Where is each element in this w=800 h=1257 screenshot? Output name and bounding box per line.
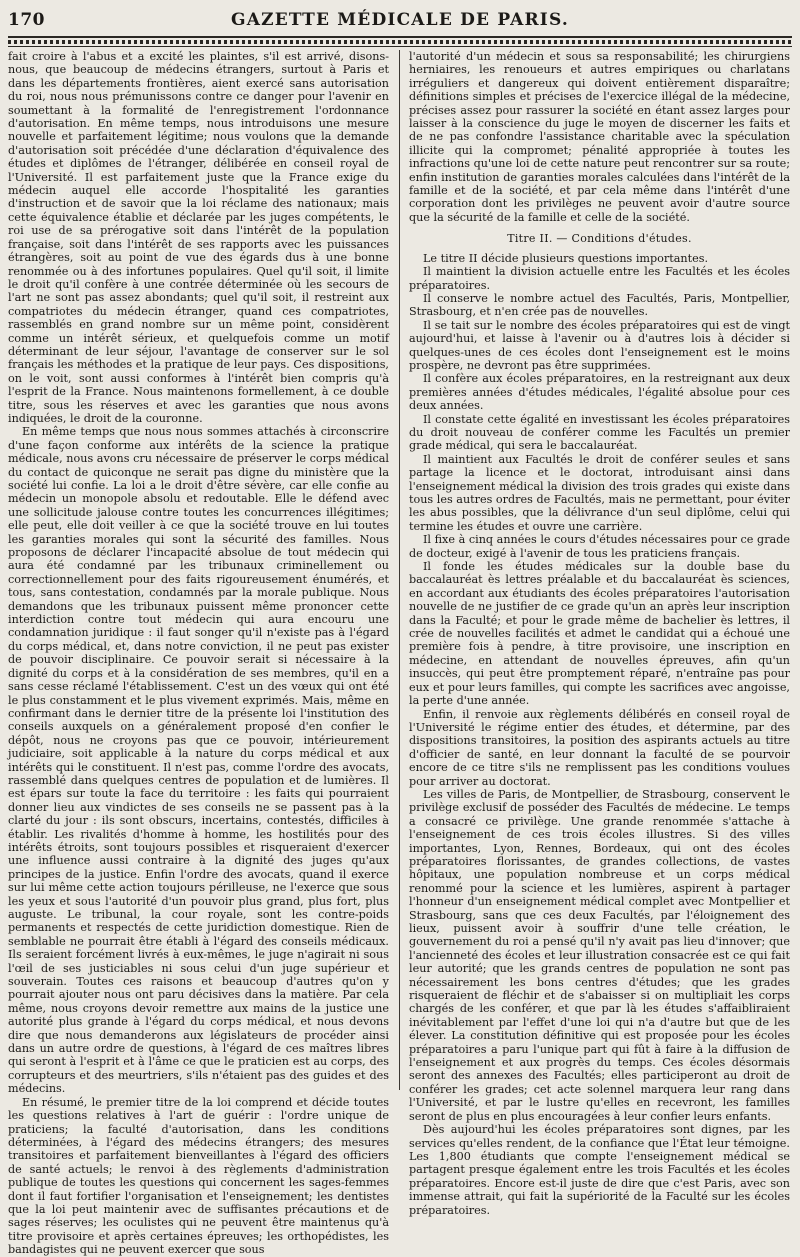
right-column bbox=[409, 50, 790, 1217]
right-paragraph: Il constate cette égalité en investissant les écoles préparatoires du droit nouveau de conférer comme les Facultés un premier grade médical, qui sera le baccalauréat. bbox=[409, 412, 790, 453]
left-column bbox=[8, 50, 389, 1257]
page-number: 170 bbox=[8, 10, 45, 30]
page-title: GAZETTE MÉDICALE DE PARIS. bbox=[231, 10, 569, 30]
right-paragraph: Il fonde les études médicales sur la double base du baccalauréat ès lettres préalable et du baccalauréat ès sciences, en accordant aux étudiants des écoles préparatoires l'autorisation nouvelle de ne justifier de ce grade qu'un an après leur inscription dans la Faculté; et pour le grade même de bachelier ès lettres, il crée de nouvelles facilités et admet le candidat qui a échoué une première fois à pendre, à titre provisoire, une inscription en médecine, en attendant de nouvelles épreuves, afin qu'un insuccès, qui peut être promptement réparé, n'entraîne pas pour eux et pour leurs familles, qui compte les sacrifices avec angoisse, la perte d'une année. bbox=[409, 560, 790, 708]
right-paragraph: Il maintient aux Facultés le droit de conférer seules et sans partage la licence et le doctorat, introduisant ainsi dans l'enseignement médical la division des trois grades qui existe dans tous les autres ordres de Facultés, mais ne permettant, pour éviter les abus possibles, que la délivrance d'un seul diplôme, celui qui termine les études et ouvre une carrière. bbox=[409, 452, 790, 533]
right-paragraph: Il confère aux écoles préparatoires, en la restreignant aux deux premières années d'études médicales, l'égalité absolue pour ces deux années. bbox=[409, 372, 790, 413]
column-separator bbox=[399, 50, 400, 1090]
header-ornament-rule bbox=[8, 40, 792, 44]
right-paragraph: Les villes de Paris, de Montpellier, de Strasbourg, conservent le privilège exclusif de posséder des Facultés de médecine. Le temps a consacré ce privilège. Une grande renommée s'attache à l'enseignement de ces trois écoles illustres. Si des villes importantes, Lyon, Rennes, Bordeaux, qui ont des écoles préparatoires florissantes, de grandes collections, de vastes hôpitaux, une population nombreuse et un corps médical renommé pour la science et les lumières, aspirent à partager l'honneur d'un enseignement médical complet avec Montpellier et Strasbourg, sans que ces deux Facultés, par l'éloignement des lieux, puissent avoir à souffrir d'une telle création, le gouvernement du roi a pensé qu'il n'y avait pas lieu d'innover; que l'ancienneté des écoles et leur illustration consacrée est ce qui fait leur autorité; que les grands centres de population ne sont pas nécessairement les bons centres d'études; que les grades risqueraient de fléchir et de s'abaisser si on multipliait les corps chargés de les conférer, et que par là les études s'affaibliraient inévitablement par l'effet d'une loi qui n'a d'autre but que de les élever. La constitution définitive qui est proposée pour les écoles préparatoires a paru l'unique part qui fût à faire à la diffusion de l'enseignement et aux progrès du temps. Ces écoles désormais seront des annexes des Facultés; elles participeront au droit de conférer les grades; cet acte solennel marquera leur rang dans l'Université, et par le lustre qu'elles en recevront, les familles seront de plus en plus encouragées à leur confier leurs enfants. bbox=[409, 787, 790, 1123]
right-paragraph: Il maintient la division actuelle entre les Facultés et les écoles préparatoires. bbox=[409, 265, 790, 292]
right-paragraph: Dès aujourd'hui les écoles préparatoires sont dignes, par les services qu'elles rendent, de la confiance que l'État leur témoigne. Les 1,800 étudiants que compte l'enseignement médical se partagent presque également entre les trois Facultés et les écoles préparatoires. Encore est-il juste de dire que c'est Paris, avec son immense attrait, qui fait la supériorité de la Faculté sur les écoles préparatoires. bbox=[409, 1123, 790, 1217]
right-paragraph: Le titre II décide plusieurs questions importantes. bbox=[423, 251, 709, 265]
left-paragraph: En même temps que nous nous sommes attachés à circonscrire d'une façon conforme aux intérêts de la science la pratique médicale, nous avons cru nécessaire de préserver le corps médical du contact de quiconque ne serait pas digne du ministère que la société lui confie. La loi a le droit d'être sévère, car elle confie au médecin un monopole absolu et redoutable. Elle le défend avec une sollicitude jalouse contre toutes les concurrences illégitimes; elle peut, elle doit veiller à ce que la société trouve en lui toutes les garanties morales qui sont la sécurité des familles. Nous proposons de déclarer l'incapacité absolue de tout médecin qui aura été condamné par les tribunaux criminellement ou correctionnellement pour des faits rigoureusement énumérés, et tous, sans contestation, condamnés par la morale publique. Nous demandons que les tribunaux puissent même prononcer cette interdiction contre tout médecin qui aura encouru une condamnation juridique : il faut songer qu'il n'existe pas à l'égard du corps médical, et, dans notre conviction, il ne peut pas exister de pouvoir disciplinaire. Ce pouvoir serait si nécessaire à la dignité du corps et à la considération de ses membres, qu'il en a sans cesse réclamé l'établissement. C'est un des vœux qui ont été le plus constamment et le plus vivement exprimés. Mais, même en confirmant dans le dernier titre de la présente loi l'institution des conseils auxquels on a généralement proposé d'en confier le dépôt, nous ne croyons pas que ce pouvoir, intérieurement judiciaire, soit applicable à la nature du corps médical et aux intérêts qui le constituent. Il n'est pas, comme l'ordre des avocats, rassemblé dans quelques centres de population et de lumières. Il est épars sur toute la face du territoire : les faits qui pourraient donner lieu aux vindictes de ses conseils ne se passent pas à la clarté du jour : ils sont obscurs, incertains, contestés, difficiles à établir. Les rivalités d'homme à homme, les hostilités pour des intérêts étroits, sont toujours possibles et risqueraient d'exercer une influence aussi contraire à la dignité des juges qu'aux principes de la justice. Enfin l'ordre des avocats, quand il exerce sur lui même cette action toujours périlleuse, ne l'exerce que sous les yeux et sous l'autorité d'un pouvoir plus grand, plus fort, plus auguste. Le tribunal, la cour royale, sont les contre-poids permanents et respectés de cette juridiction domestique. Rien de semblable ne pourrait être établi à l'égard des conseils médicaux. Ils seraient forcément livrés à eux-mêmes, le juge n'agirait ni sous l'œil de ses justiciables ni sous celui d'un juge supérieur et souverain. Toutes ces raisons et beaucoup d'autres qu'on y pourrait ajouter nous ont paru décisives dans la matière. Par cela même, nous croyons devoir remettre aux mains de la justice une autorité plus grande à l'égard du corps médical, et nous devons dire que nous demanderons aux législateurs de procéder ainsi dans un autre ordre de questions, à l'égard de ces maîtres libres qui seront à l'esprit et à l'âme ce que le praticien est au corps, des corrupteurs et des meurtriers, s'ils n'étaient pas des guides et des médecins. bbox=[8, 425, 389, 1096]
left-paragraph: En résumé, le premier titre de la loi comprend et décide toutes les questions relatives à l'art de guérir : l'ordre unique de praticiens; la faculté d'autorisation, dans les conditions déterminées, à l'égard des médecins étrangers; des mesures transitoires et parfaitement bienveillantes à l'égard des officiers de santé actuels; le renvoi à des règlements d'administration publique de toutes les questions qui concernent les sages-femmes dont il faut fortifier l'organisation et l'enseignement; les dentistes que la loi peut maintenir avec de suffisantes précautions et de sages réserves; les oculistes qui ne peuvent être maintenus qu'à titre provisoire et après certaines épreuves; les orthopédistes, les bandagistes qui ne peuvent exercer que sous bbox=[8, 1095, 389, 1257]
header-thin-rule bbox=[8, 46, 792, 47]
left-paragraph: fait croire à l'abus et a excité les plaintes, s'il est arrivé, disons-nous, que beaucoup de médecins étrangers, surtout à Paris et dans les départements frontières, aient exercé sans autorisation du roi, nous nous prémunissons contre ce danger pour l'avenir en soumettant à la formalité de l'enregistrement l'ordonnance d'autorisation. En même temps, nous introduisons une mesure nouvelle et parfaitement légitime; nous voulons que la demande d'autorisation soit précédée d'une déclaration d'équivalence des études et diplômes de l'étranger, délibérée en conseil royal de l'Université. Il est parfaitement juste que la France exige du médecin auquel elle accorde l'hospitalité les garanties d'instruction et de savoir que la loi réclame des nationaux; mais cette équivalence établie et déclarée par les juges compétents, le roi use de sa prérogative soit dans l'intérêt de la population française, soit dans l'intérêt de ses rapports avec les puissances étrangères, soit au point de vue des égards dus à une bonne renommée ou à des infortunes populaires. Quel qu'il soit, il limite le droit qu'il confère à une contrée déterminée où les secours de l'art ne sont pas assez abondants; quel qu'il soit, il restreint aux compatriotes du médecin étranger, quand ces compatriotes, rassemblés en grand nombre sur un même point, considèrent comme un intérêt sérieux, et quelquefois comme un motif déterminant de leur séjour, l'avantage de conserver sur le sol français les méthodes et la pratique de leur pays. Ces dispositions, on le voit, sont aussi conformes à l'intérêt bien compris qu'à l'esprit de la France. Nous maintenons formellement, à ce double titre, sous les réserves et avec les garanties que nous avons indiquées, le droit de la couronne. bbox=[8, 50, 389, 425]
right-paragraph: Il fixe à cinq années le cours d'études nécessaires pour ce grade de docteur, exigé à l'avenir de tous les praticiens français. bbox=[409, 533, 790, 560]
right-opening-paragraph: l'autorité d'un médecin et sous sa responsabilité; les chirurgiens herniaires, les renoueurs et autres empiriques ou charlatans irréguliers et dangereux qui doivent entièrement disparaître; définitions simples et précises de l'exercice illégal de la médecine, précises assez pour rassurer la société en étant assez larges pour laisser à la conscience du juge le moyen de discerner les faits et de ne pas confondre l'assistance charitable avec la spéculation illicite qui la compromet; pénalité appropriée à toutes les infractions qu'une loi de cette nature peut rencontrer sur sa route; enfin institution de garanties morales calculées dans l'intérêt de la famille et de la société, et par cela même dans l'intérêt d'une corporation dont les privilèges ne peuvent avoir d'autre source que la sécurité de la famille et celle de la société. bbox=[409, 50, 790, 224]
section-heading: Titre II. — Conditions d'études. bbox=[507, 232, 692, 246]
right-paragraph: Enfin, il renvoie aux règlements délibérés en conseil royal de l'Université le régime entier des études, et détermine, par des dispositions transitoires, la position des aspirants actuels au titre d'officier de santé, en leur donnant la faculté de se pourvoir encore de ce titre s'ils ne remplissent pas les conditions voulues pour arriver au doctorat. bbox=[409, 707, 790, 788]
page-header bbox=[8, 10, 792, 34]
header-rule bbox=[8, 36, 792, 38]
right-paragraph: Il conserve le nombre actuel des Facultés, Paris, Montpellier, Strasbourg, et n'en crée pas de nouvelles. bbox=[409, 291, 790, 319]
right-paragraph: Il se tait sur le nombre des écoles préparatoires qui est de vingt aujourd'hui, et laisse à l'avenir ou à d'autres lois à décider si quelques-unes de ces écoles dont l'enseignement est le moins prospère, ne devront pas être supprimées. bbox=[409, 318, 790, 372]
